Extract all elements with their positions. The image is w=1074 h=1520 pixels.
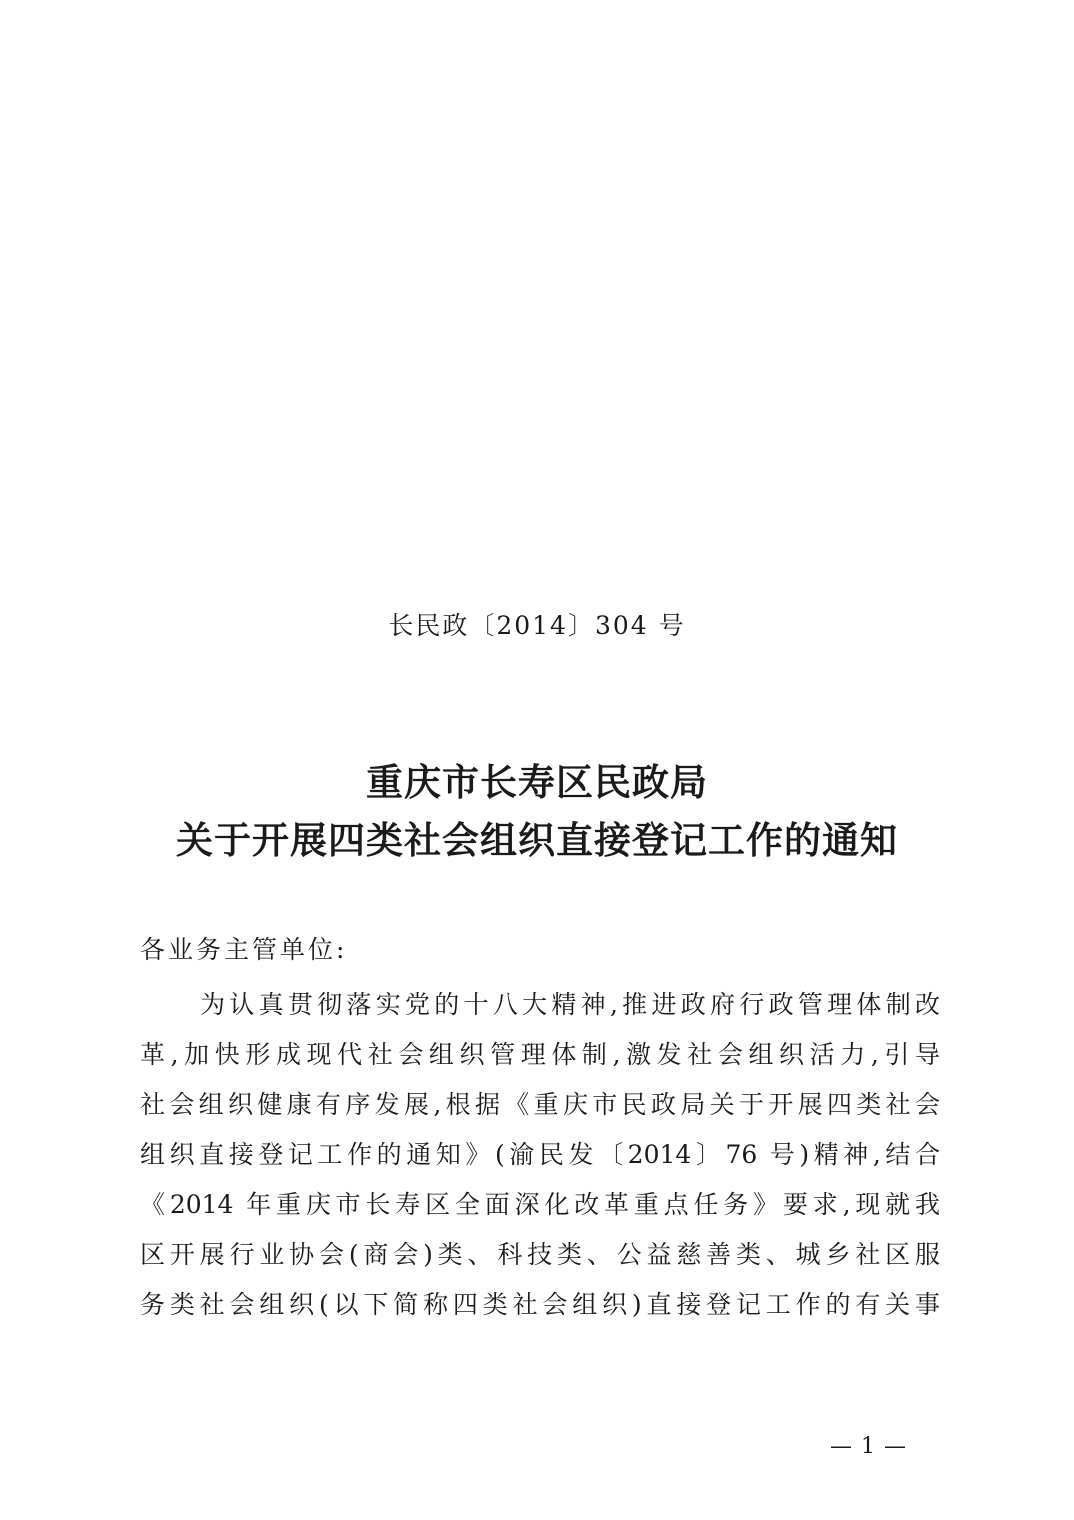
body-line: 革,加快形成现代社会组织管理体制,激发社会组织活力,引导: [140, 1040, 940, 1069]
document-title-line-1: 重庆市长寿区民政局: [366, 761, 708, 804]
body-line: 《2014 年重庆市长寿区全面深化改革重点任务》要求,现就我: [140, 1190, 940, 1219]
body-line: 区开展行业协会(商会)类、科技类、公益慈善类、城乡社区服: [140, 1240, 940, 1269]
body-paragraph: [140, 980, 940, 1330]
body-line: 社会组织健康有序发展,根据《重庆市民政局关于开展四类社会: [140, 1090, 940, 1119]
document-number: 长民政〔2014〕304 号: [388, 611, 686, 640]
body-line: 务类社会组织(以下简称四类社会组织)直接登记工作的有关事: [140, 1290, 940, 1319]
body-line: 为认真贯彻落实党的十八大精神,推进政府行政管理体制改: [200, 990, 940, 1019]
page-number: — 1 —: [830, 1434, 907, 1459]
body-line: 组织直接登记工作的通知》(渝民发〔2014〕76 号)精神,结合: [140, 1140, 940, 1169]
salutation: 各业务主管单位:: [140, 935, 348, 964]
document-title-line-2: 关于开展四类社会组织直接登记工作的通知: [176, 819, 898, 862]
